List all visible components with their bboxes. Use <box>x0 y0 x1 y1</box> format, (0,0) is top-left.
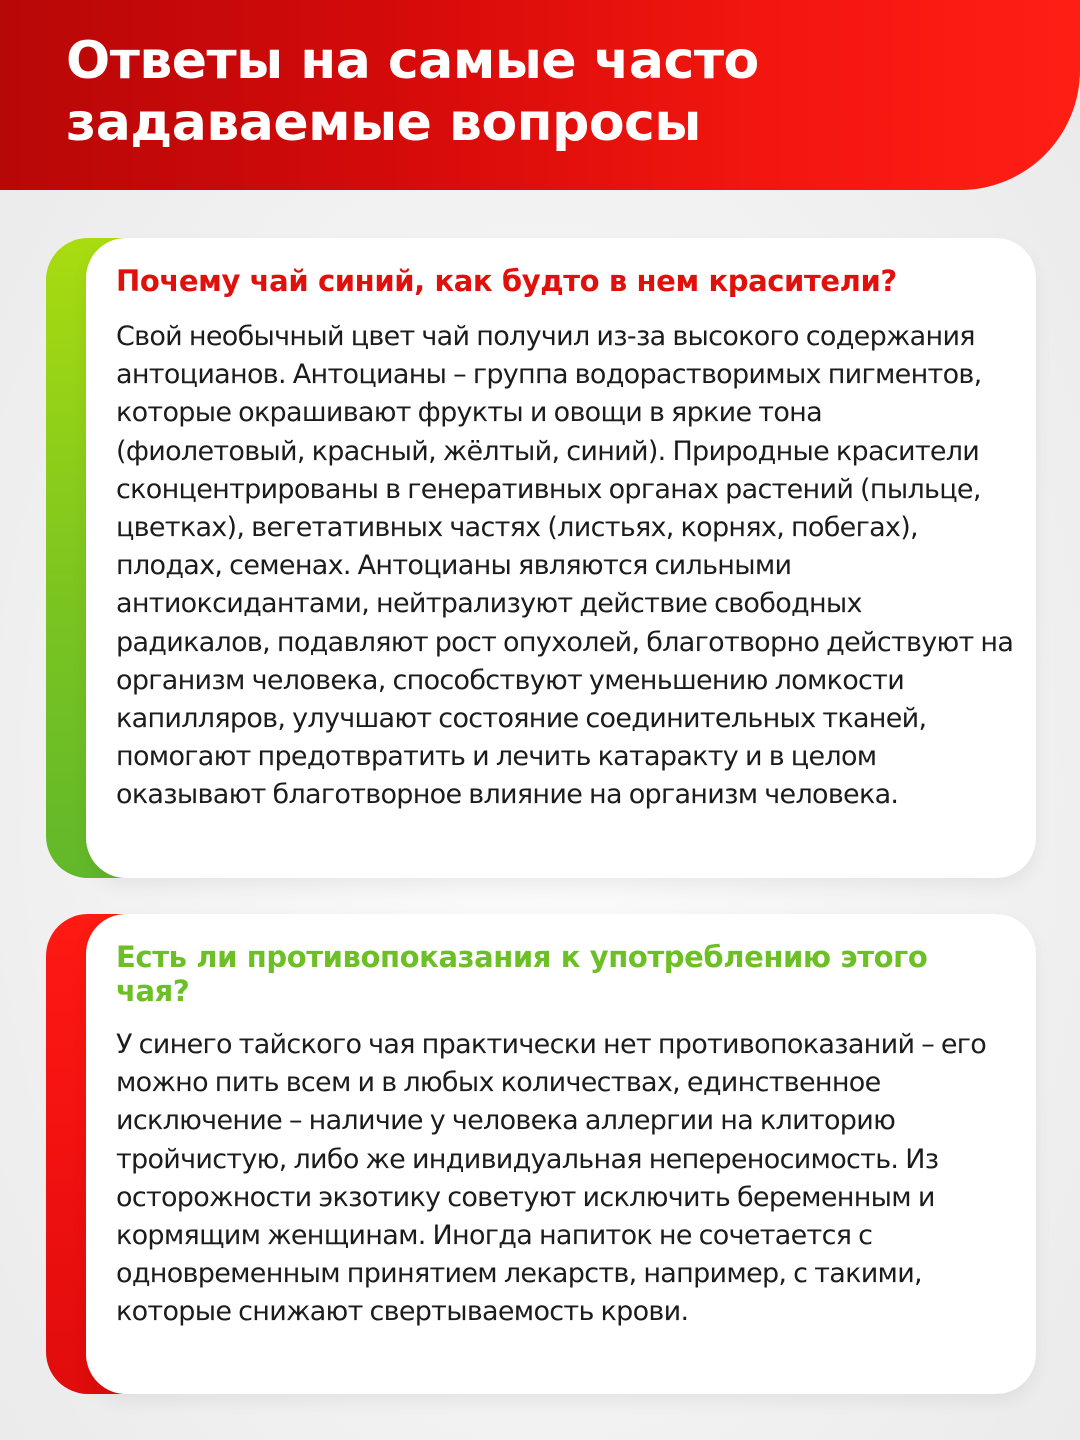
faq-answer: У синего тайского чая практически нет противопоказаний – его можно пить всем и в любых количествах, единственное исключение – наличие у человека аллергии на клиторию тройчистую, либо же индивидуальная непереносимость. Из осторожности экзотику советуют исключить беременным и кормящим женщинам. Иногда напиток не сочетается с одновременным принятием лекарств, например, с такими, которые снижают свертываемость крови. <box>116 1029 987 1328</box>
faq-answer: Свой необычный цвет чай получил из-за высокого содержания антоцианов. Антоцианы – группа водорастворимых пигментов, которые окрашивают фрукты и овощи в яркие тона (фиолетовый, красный, жёлтый, синий). Природные красители сконцентрированы в генеративных органах растений (пыльце, цветках), вегетативных частях (листьях, корнях, побегах), плодах, семенах. Антоцианы являются сильными антиоксидантами, нейтрализуют действие свободных радикалов, подавляют рост опухолей, благотворно действуют на организм человека, способствуют уменьшению ломкости капилляров, улучшают состояние соединительных тканей, помогают предотвратить и лечить катаракту и в целом оказывают благотворное влияние на организм человека. <box>116 321 1014 811</box>
faq-card-body <box>86 914 1036 1394</box>
faq-card-body <box>86 238 1036 878</box>
faq-card-2 <box>46 914 1036 1394</box>
faq-question: Есть ли противопоказания к употреблению этого чая? <box>116 940 928 1008</box>
header-banner <box>0 0 1080 190</box>
faq-question: Почему чай синий, как будто в нем красители? <box>116 264 897 298</box>
faq-card-1 <box>46 238 1036 878</box>
page-title: Ответы на самые часто задаваемые вопросы <box>66 31 759 153</box>
